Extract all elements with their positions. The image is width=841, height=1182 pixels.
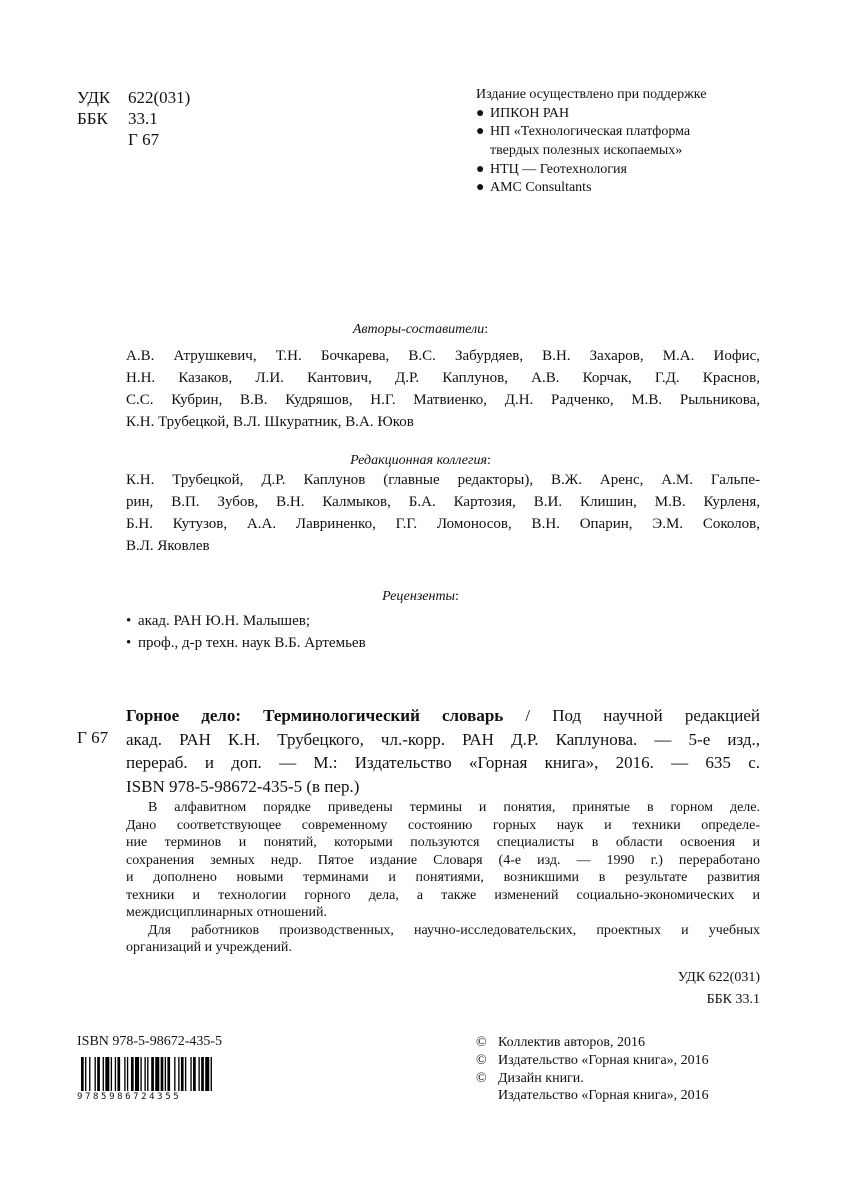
record-isbn: ISBN 978-5-98672-435-5 (в пер.) — [126, 776, 360, 796]
barcode-bar — [85, 1057, 86, 1093]
barcode-bar — [144, 1057, 145, 1093]
record-line: перераб. и доп. — М.: Издательство «Горная книга», 2016. — 635 с. — [126, 753, 760, 772]
bbk-footer: ББК 33.1 — [706, 992, 760, 1007]
support-item: ● AMC Consultants — [476, 179, 776, 198]
barcode-bar — [105, 1057, 109, 1093]
barcode — [77, 1057, 255, 1103]
audience-line: Для работников производственных, научно-исследовательских, проектных и учебных — [148, 922, 760, 938]
barcode-bar — [201, 1057, 204, 1093]
reviewers-title: Рецензенты: — [382, 589, 459, 604]
support-item: ● НП «Технологическая платформа — [476, 123, 776, 142]
barcode-bar — [97, 1057, 100, 1093]
barcode-bar — [161, 1057, 164, 1093]
book-title: Горное дело: Терминологический словарь — [126, 706, 504, 725]
barcode-bar — [103, 1057, 104, 1093]
barcode-bar — [174, 1057, 175, 1093]
copyright-line: © Издательство «Горная книга», 2016 — [476, 1052, 709, 1068]
reviewer-item: • акад. РАН Ю.Н. Малышев; — [126, 610, 760, 632]
barcode-digits: 9785986724355 — [77, 1091, 255, 1103]
copyright-line: © Дизайн книги. — [476, 1070, 584, 1086]
barcode-bar — [193, 1057, 196, 1093]
support-item: ● ИПКОН РАН — [476, 105, 776, 124]
barcode-bar — [198, 1057, 199, 1093]
udk-label: УДК — [77, 88, 111, 107]
author-sign-row — [77, 130, 277, 151]
barcode-bar — [111, 1057, 112, 1093]
editorial-line: рин, В.П. Зубов, В.Н. Калмыков, Б.А. Картозия, В.И. Клишин, М.В. Курленя, — [126, 494, 760, 510]
bullet-icon: ● — [476, 161, 485, 177]
editorial-list — [126, 469, 760, 557]
bullet-icon: ● — [476, 105, 485, 121]
reviewer-item: • проф., д-р техн. наук В.Б. Артемьев — [126, 632, 760, 654]
copyright-line-continued: Издательство «Горная книга», 2016 — [498, 1088, 709, 1104]
copyright-line: © Коллектив авторов, 2016 — [476, 1035, 645, 1050]
author-sign: Г 67 — [128, 130, 160, 149]
abstract-line: и дополнено новыми терминами и понятиями, возникшими в результате развития — [126, 870, 760, 885]
copyright-icon: © — [476, 1035, 487, 1050]
abstract-line: ние терминов и понятий, которыми пользуются специалисты в области освоения и — [126, 835, 760, 850]
barcode-bar — [81, 1057, 84, 1093]
barcode-bar — [178, 1057, 179, 1093]
copyright-icon: © — [476, 1070, 487, 1086]
barcode-bar — [131, 1057, 134, 1093]
authors-title: Авторы-составители: — [352, 322, 489, 337]
authors-line: Н.Н. Казаков, Л.И. Кантович, Д.Р. Каплунов, А.В. Корчак, Г.Д. Краснов, — [126, 370, 760, 386]
bibliographic-record — [126, 704, 760, 798]
record-line: Горное дело: Терминологический словарь / Под научной редакцией — [126, 706, 760, 725]
abstract-line: междисциплинарных отношений. — [126, 905, 328, 920]
book-sign: Г 67 — [77, 728, 109, 747]
barcode-bar — [165, 1057, 166, 1093]
record-line: акад. РАН К.Н. Трубецкого, чл.-корр. РАН Д.Р. Каплунова. — 5-е изд., — [126, 729, 760, 749]
support-item: ● НТЦ — Геотехнология — [476, 161, 776, 180]
classification-footer — [560, 970, 760, 1014]
abstract-line: техники и технологии горного дела, а также изменений социально-экономических и — [126, 887, 760, 903]
authors-list — [126, 345, 760, 433]
authors-line: К.Н. Трубецкой, В.Л. Шкуратник, В.А. Юков — [126, 414, 414, 430]
editorial-title: Редакционная коллегия: — [350, 453, 491, 468]
editorial-line: Б.Н. Кутузов, А.А. Лавриненко, Г.Г. Ломоносов, В.Н. Опарин, Э.М. Соколов, — [126, 516, 760, 532]
barcode-bar — [205, 1057, 209, 1093]
udk-footer: УДК 622(031) — [677, 970, 760, 985]
barcode-bar — [151, 1057, 154, 1093]
barcode-bar — [190, 1057, 191, 1093]
support-intro: Издание осуществлено при поддержке — [476, 87, 707, 102]
audience-line: организаций и учреждений. — [126, 940, 292, 955]
copyright-block — [476, 1034, 766, 1105]
bullet-icon: ● — [476, 124, 485, 140]
bbk-row — [77, 109, 277, 130]
isbn-text: ISBN 978-5-98672-435-5 — [77, 1034, 223, 1049]
bbk-value: 33.1 — [128, 109, 158, 128]
barcode-bar — [155, 1057, 159, 1093]
bbk-label: ББК — [77, 109, 108, 128]
barcode-bar — [167, 1057, 170, 1093]
bullet-icon: • — [126, 635, 132, 651]
support-item-continued: твердых полезных ископаемых» — [490, 143, 683, 159]
editorial-line: К.Н. Трубецкой, Д.Р. Каплунов (главные редакторы), В.Ж. Аренс, А.М. Гальпе- — [126, 472, 760, 488]
abstract-line: В алфавитном порядке приведены термины и понятия, принятые в горном деле. — [148, 800, 760, 815]
barcode-bar — [115, 1057, 116, 1093]
bullet-icon: • — [126, 613, 132, 629]
authors-line: А.В. Атрушкевич, Т.Н. Бочкарева, В.С. Забурдяев, В.Н. Захаров, М.А. Иофис, — [126, 348, 760, 364]
reviewers-list — [126, 610, 760, 654]
barcode-bar — [95, 1057, 96, 1093]
abstract — [126, 799, 760, 957]
barcode-bar — [127, 1057, 128, 1093]
barcode-bar — [89, 1057, 90, 1093]
udk-value: 622(031) — [128, 88, 191, 107]
bullet-icon: ● — [476, 180, 485, 196]
barcode-bar — [124, 1057, 125, 1093]
copyright-icon: © — [476, 1052, 487, 1068]
udk-row — [77, 88, 277, 109]
authors-line: С.С. Кубрин, В.В. Кудряшов, Н.Г. Матвиенко, Д.Н. Радченко, М.В. Рыльникова, — [126, 392, 760, 408]
barcode-bar — [211, 1057, 212, 1093]
barcode-bar — [117, 1057, 120, 1093]
abstract-line: Дано соответствующее современному состоянию горных наук и техники определе- — [126, 817, 760, 833]
barcode-bar — [140, 1057, 141, 1093]
editorial-line: В.Л. Яковлев — [126, 538, 210, 554]
abstract-line: сохранения земных недр. Пятое издание Словаря (4-е изд. — 1990 г.) переработано — [126, 852, 760, 868]
barcode-bar — [147, 1057, 148, 1093]
classification-header — [77, 88, 277, 151]
barcode-bar — [135, 1057, 139, 1093]
support-block — [476, 86, 776, 198]
barcode-bar — [185, 1057, 186, 1093]
barcode-bar — [181, 1057, 184, 1093]
